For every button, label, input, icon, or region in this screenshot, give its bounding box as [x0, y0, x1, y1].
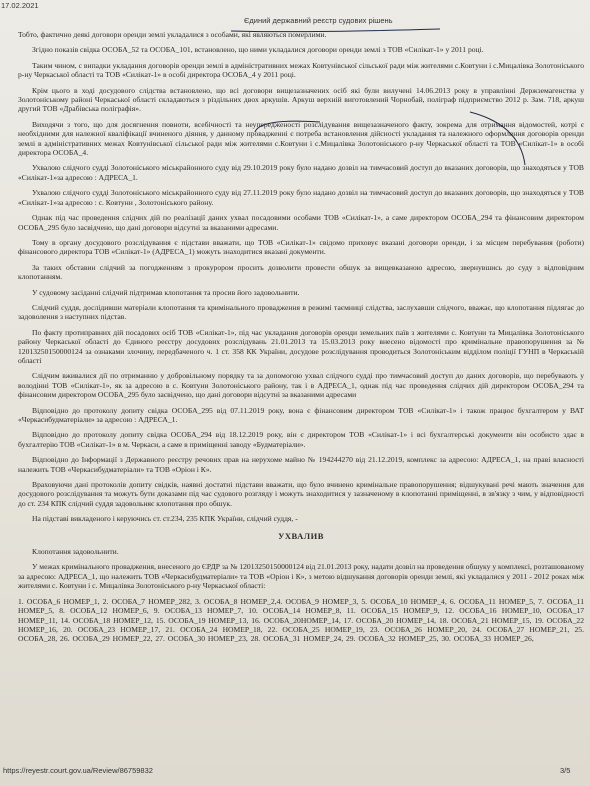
decision-heading: УХВАЛИВ — [278, 530, 324, 541]
paragraph-7: Ухвалою слідчого судді Золотоніського міськрайонного суду від 27.11.2019 року було надано дозвіл на тимчасовий доступ до вказаних договорів, що знаходяться у ТОВ «Силікат-1»за адресою : с. Ковтуни , Золотоніського району. — [18, 188, 584, 207]
paragraph-8: Однак під час проведення слідчих дій по реалізації даних ухвал посадовими особами ТОВ «Силікат-1», а саме директором ОСОБА_294 та фінансовим директором ОСОБА_295 було засвідчено, що дані договори відсутні за вказаними адресами. — [18, 213, 584, 232]
print-date: 17.02.2021 — [1, 1, 39, 10]
paragraph-6: Ухвалою слідчого судді Золотоніського міськрайонного суду від 29.10.2019 року було надано дозвіл на тимчасовий доступ до вказаних договорів, що знаходяться у ТОВ «Силікат-1»за адресою : АДРЕСА_1. — [18, 163, 584, 182]
paragraph-5: Виходячи з того, що для досягнення повноти, всебічності та неупередженості розслідування вищезазначеного факту, зокрема для отримання відомостей, котрі є необхідними для належної кваліфікації вчиненого діяння, у данному провадженні є потреба встановлення дійсності укладання та належного оформлення договорів оренди землі в адміністративних межах Ковтунівської сільської ради між жителями с.Ковтуни і с.Мицалівка Золотоніського р-ну Черкаської області та ТОВ «Силікат-1» в особі директора ОСОБА_4. — [18, 119, 584, 158]
paragraph-18: Враховуючи дані протоколів допиту свідків, наявні достатні підстави вважати, що було вчинено кримінальне правопорушення; відшукувані речі мають значення для досудового розслідування та можуть бути доказами під час судового розгляду і можуть знаходитися у зазначеному в клопотанні приміщенні, в зв'язку з чим, у відповідності до ст. 234 КПК слідчий суддя задовольняє клопотання про обшук. — [18, 480, 584, 508]
contract-list: 1. ОСОБА_6 НОМЕР_1, 2. ОСОБА_7 НОМЕР_282, 3. ОСОБА_8 НОМЕР_2,4. ОСОБА_9 НОМЕР_3, 5. ОСОБА_10 НОМЕР_4, 6. ОСОБА_11 НОМЕР_5, 7. ОСОБА_11 НОМЕР_5, 8. ОСОБА_12 НОМЕР_6, 9. ОСОБА_13 НОМЕР_7, 10. ОСОБА_14 НОМЕР_8, 11. ОСОБА_15 НОМЕР_9, 12. ОСОБА_16 НОМЕР_10, ОСОБА_17 НОМЕР_11, 14. ОСОБА_18 НОМЕР_12, 15. ОСОБА_19 НОМЕР_13, 16. ОСОБА_20НОМЕР_14, 17. ОСОБА_20 НОМЕР_14, 18. ОСОБА_21 НОМЕР_15, 19. ОСОБА_22 НОМЕР_16, 20. ОСОБА_23 НОМЕР_17, 21. ОСОБА_24 НОМЕР_18, 22. ОСОБА_25 НОМЕР_19, 23. ОСОБА_26 НОМЕР_20, 24. ОСОБА_27 НОМЕР_21, 25. ОСОБА_28, 26. ОСОБА_29 НОМЕР_22, 27. ОСОБА_30 НОМЕР_23, 28. ОСОБА_31 НОМЕР_24, 29. ОСОБА_32 НОМЕР_25, 30. ОСОБА_33 НОМЕР_26, — [18, 596, 584, 644]
paragraph-4: Крім цього в ході досудового слідства встановлено, що всі договори вищезазначених осіб які були вилучені 14.06.2013 року в управлінні Держземагенства у Золотоніському районі Черкаської області складаються з різдільних двох аркушів. Аркуш верхній виготовлений Чорнобай, поліграф підприємство 2012 р. Зам. 718, аркуш другий ТОВ «Драбівська поліграфія». — [18, 85, 584, 114]
ruling-body — [18, 30, 584, 644]
paragraph-2: Згідно показів свідка ОСОБА_52 та ОСОБА_101, встановлено, що ними укладалися договори оренди землі з ТОВ «Силікат-1» у 2011 році. — [32, 45, 484, 55]
paragraph-17: Відповідно до Інформації з Державного реєстру речових прав на нерухоме майно № 194244270 від 21.12.2019, комплекс за адресою: АДРЕСА_1, на праві власності належить ТОВ «Черкасибудматеріали» та ТОВ «Оріон і К». — [18, 455, 584, 474]
paragraph-10: За таких обставин слідчий за погодженням з прокурором просить дозволити провести обшук за вищевказаною адресою, звернувшись до суду з відповідним клопотанням. — [18, 262, 584, 282]
paragraph-15: Відповідно до протоколу допиту свідка ОСОБА_295 від 07.11.2019 року, вона є фінансовим директором ТОВ «Силікат-1» і також працює бухгалтером у ВАТ «Черкасибудматеріали» за адресою : АДРЕСА_1. — [18, 405, 584, 424]
paragraph-13: По факту протиправних дій посадових осіб ТОВ «Силікат-1», під час укладання договорів оренди земельних паїв з жителями с. Ковтуни та Мицалівка Золотоніського району Черкаської області до Єдиного реєстру досудових розслідувань 21.01.2013 та 15.03.2013 року внесено відомості про кримінальне правопорушення за № 12013250150000124 за ознаками злочину, передбаченого ч. 1 ст. 358 КК України, досудове розслідування проводиться Золотоніським відділом поліції ГУНП в Черкаській області — [18, 327, 584, 365]
paragraph-14: Слідчим вживалися дії по отриманню у добровільному порядку та за допомогою ухвал слідчого судді про тимчасовий доступ до даних договорів, що перебувають у володінні ТОВ «Силікат-1», як за адресою в с. Ковтуни Золотоніського району, так і в АДРЕСА_1, однак під час проведення слідчих дій директором ОСОБА_294 та фінансовим директором ОСОБА_295 було засвідчено, що дані договори відсутні за вказаними адресами — [18, 371, 584, 400]
decision-short: Клопотання задовольнити. — [32, 547, 119, 557]
registry-title: Єдиний державний реєстр судових рішень — [244, 16, 393, 25]
source-url[interactable]: https://reyestr.court.gov.ua/Review/86759832 — [3, 766, 153, 775]
decision-body: У межах кримінального провадження, внесеного до ЄРДР за № 12013250150000124 від 21.01.2013 року, надати дозвіл на проведення обшуку у комплексі, розташованому за адресою: АДРЕСА_1, що належить ТОВ «Черкасибудматеріали» та ТОВ «Оріон і К», з метою відшукання договорів оренди землі, які укладалися у 2011 - 2012 роках між жителями с. Ковтуни і с. Мицалівка Золотоніського р-ну Черкаської області: — [18, 562, 584, 591]
page-number: 3/5 — [560, 766, 571, 775]
paragraph-9: Тому в органу досудового розслідування є підстави вважати, що ТОВ «Силікат-1» свідомо приховує вказані договори оренди, і за місцем перебування (роботи) фінансового директора ТОВ «Силікат-1» (АДРЕСА_1) можуть знаходитися вказані документи. — [18, 237, 584, 257]
paragraph-16: Відповідно до протоколу допиту свідка ОСОБА_294 від 18.12.2019 року, він є директором ТОВ «Силікат-1» і всі бухгалтерські документи він особисто здає в бухгалтерію ТОВ «Силікат-1» в м. Черкаси, а саме в приміщенні заводу «Будматеріали». — [18, 430, 584, 449]
paragraph-11: У судовому засіданні слідчий підтримав клопотання та просив його задовольнити. — [32, 287, 300, 297]
paragraph-1: Тобто, фактично деякі договори оренди землі укладалися з особами, які являються померлими. — [18, 30, 327, 39]
paragraph-19: На підставі викладеного і керуючись ст. ст.234, 235 КПК України, слідчий суддя, - — [32, 514, 298, 524]
paragraph-3: Таким чином, с випадки укладання договорів оренди землі в адміністративних межах Ковтунівської сільської ради між жителями с.Ковтуни і с.Мицалівка Золотоніського р-ну Черкаської області та ТОВ «Силікат-1» в особі директора ОСОБА_4 у 2011 році. — [18, 60, 584, 80]
paragraph-12: Слідчий суддя, дослідивши матеріали клопотання та кримінального провадження в режимі таємниці слідства, заслухавши слідчого, вважає, що клопотання підлягає до задоволення з наступних підстав. — [18, 302, 584, 322]
